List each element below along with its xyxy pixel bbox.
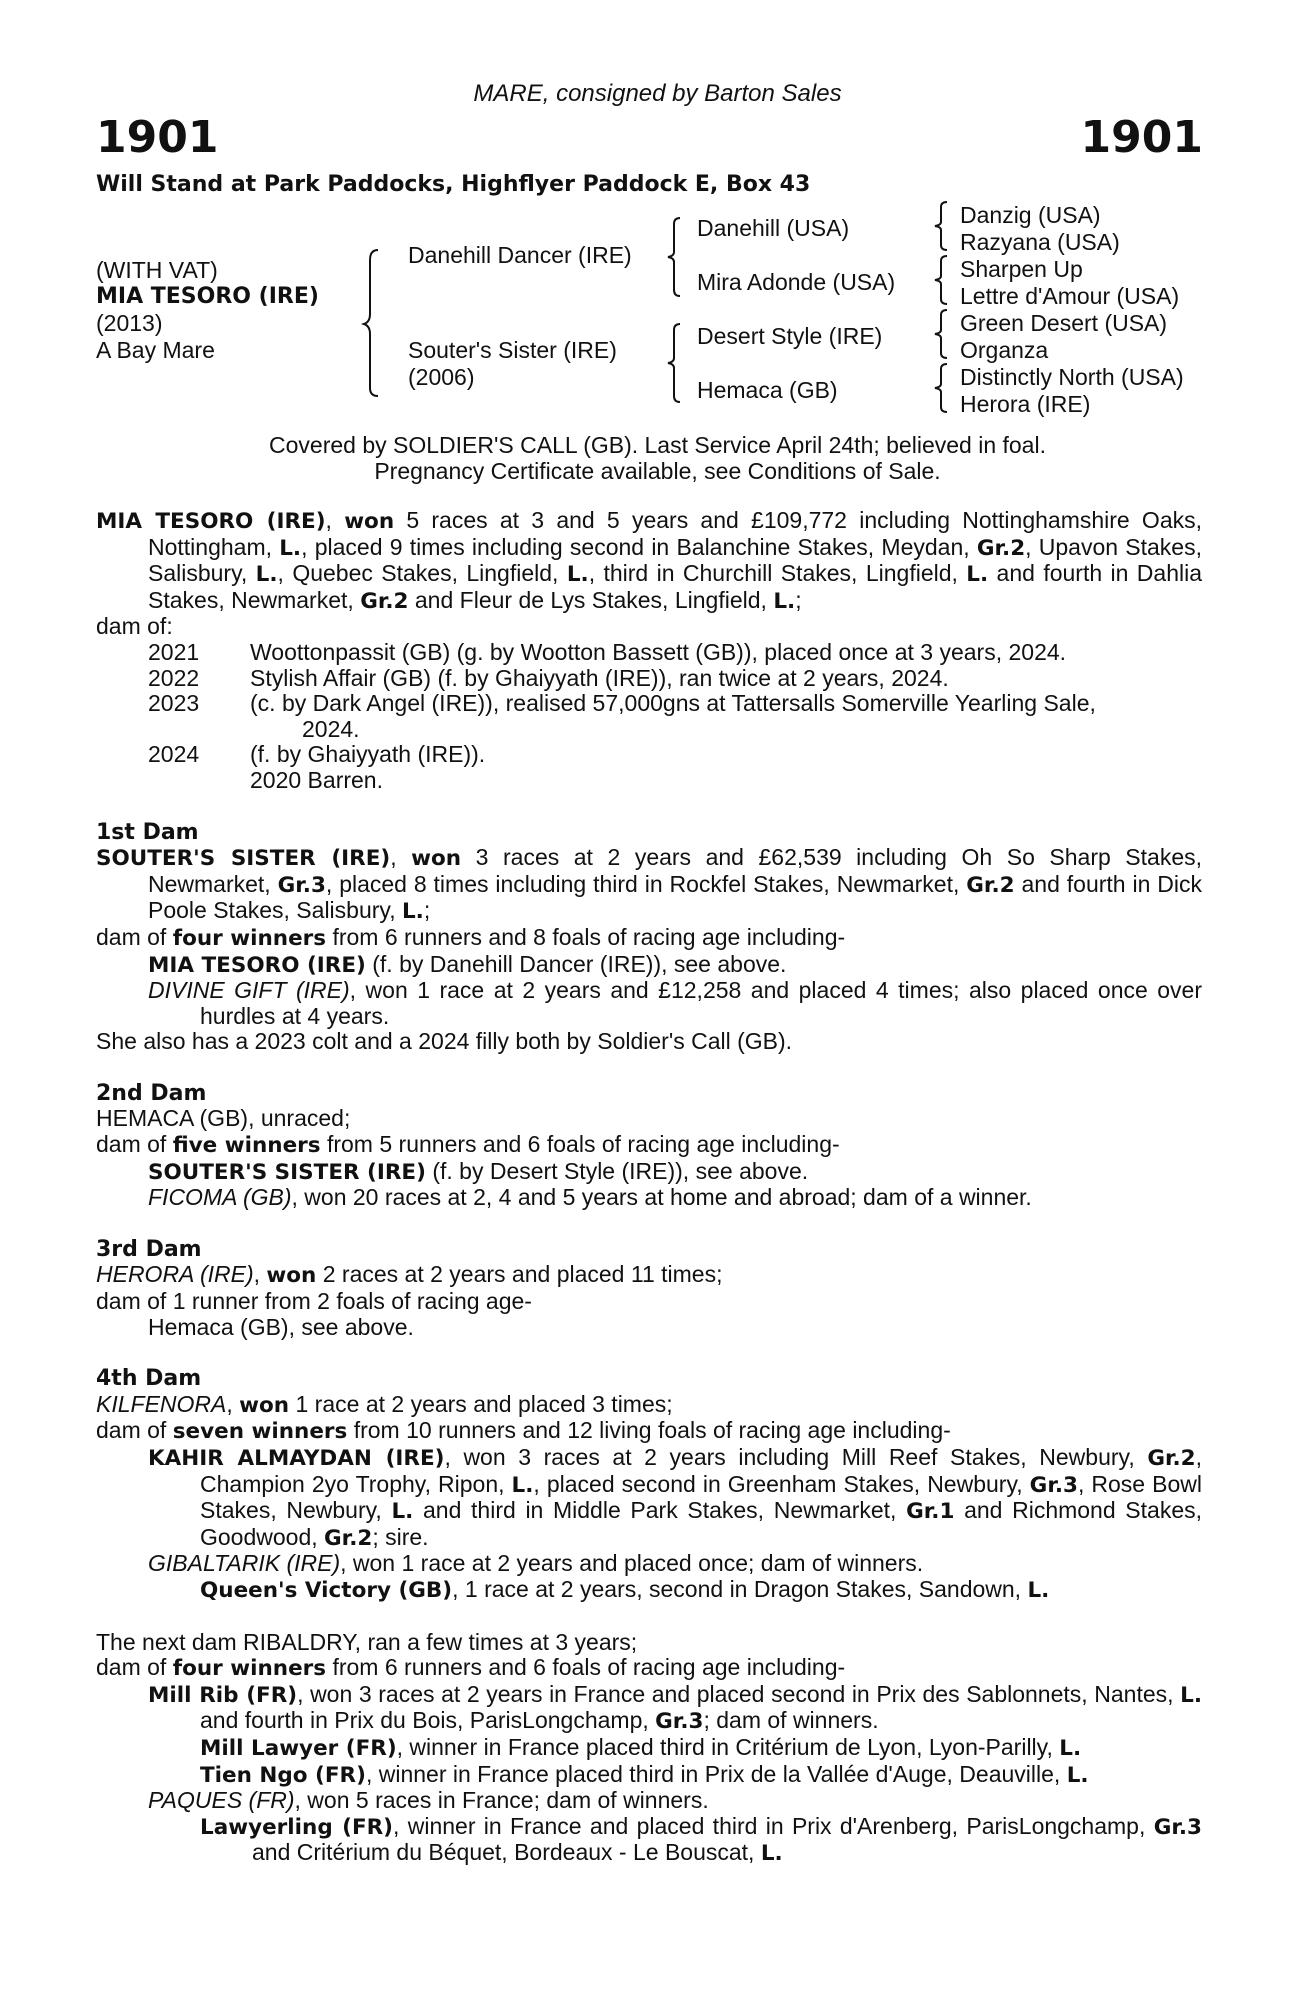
lot-number-left: 1901 <box>96 112 219 163</box>
produce-text: Stylish Affair (GB) (f. by Ghaiyyath (IRE)), ran twice at 2 years, 2024. <box>250 664 949 691</box>
ancestor-4: Lettre d'Amour (USA) <box>960 283 1180 309</box>
ancestor-2: Razyana (USA) <box>960 229 1120 255</box>
sire-sire: Danehill (USA) <box>697 215 850 241</box>
first-dam-heading: 1st Dam <box>96 819 199 845</box>
fourth-dam-record: KILFENORA, won 1 race at 2 years and placed 3 times; <box>96 1390 673 1418</box>
horse-name: MIA TESORO (IRE) <box>96 284 319 309</box>
stand-location: Will Stand at Park Paddocks, Highflyer Paddock E, Box 43 <box>96 172 811 197</box>
third-dam-produce-summary: dam of 1 runner from 2 foals of racing age- <box>96 1288 532 1315</box>
bracket-g3-4 <box>935 362 951 414</box>
pregnancy-line: Pregnancy Certificate available, see Conditions of Sale. <box>374 458 941 484</box>
produce-year: 2023 <box>148 690 200 717</box>
dam: Souter's Sister (IRE) <box>408 337 617 363</box>
dam-sire: Desert Style (IRE) <box>697 323 883 349</box>
ancestor-1: Danzig (USA) <box>960 202 1101 228</box>
produce-year: 2021 <box>148 638 200 665</box>
produce-year: 2024 <box>148 741 200 768</box>
ancestor-5: Green Desert (USA) <box>960 310 1168 336</box>
sire: Danehill Dancer (IRE) <box>408 242 632 268</box>
next-dam-produce-2: Mill Lawyer (FR), winner in France placed third in Critérium de Lyon, Lyon-Parilly, L. <box>200 1733 1082 1761</box>
bracket-sire <box>668 216 684 298</box>
second-dam-heading: 2nd Dam <box>96 1080 207 1106</box>
ancestor-8: Herora (IRE) <box>960 391 1091 417</box>
second-dam-produce-1: SOUTER'S SISTER (IRE) (f. by Desert Style (IRE)), see above. <box>148 1157 809 1185</box>
ancestor-3: Sharpen Up <box>960 256 1083 282</box>
catalogue-body <box>96 508 1202 1867</box>
dam-of-label: dam of: <box>96 613 173 640</box>
bracket-main <box>364 248 384 398</box>
horse-description: A Bay Mare <box>96 337 215 363</box>
fourth-dam-produce-summary: dam of seven winners from 10 runners and 12 living foals of racing age including- <box>96 1417 951 1445</box>
dam-year: (2006) <box>408 364 475 390</box>
next-dam-record: The next dam RIBALDRY, ran a few times at 3 years; <box>96 1628 638 1655</box>
next-dam-produce-4: PAQUES (FR), won 5 races in France; dam of winners. <box>148 1787 709 1814</box>
first-dam-record: SOUTER'S SISTER (IRE), won 3 races at 2 years and £62,539 including Oh So Sharp Stakes, Newmarket, Gr.3, placed 8 times including third in Rockfel Stakes, Newmarket, Gr.2 and fourth in Dick Poole Stakes, Salisbury, L.; <box>96 844 1203 925</box>
horse-year: (2013) <box>96 310 163 336</box>
produce-year: 2022 <box>148 664 200 691</box>
first-dam-produce-summary: dam of four winners from 6 runners and 8 foals of racing age including- <box>96 923 846 951</box>
bracket-g3-1 <box>935 200 951 252</box>
produce-text: (c. by Dark Angel (IRE)), realised 57,000gns at Tattersalls Somerville Yearling Sale, 2024. <box>250 690 1096 742</box>
ancestor-7: Distinctly North (USA) <box>960 364 1184 390</box>
next-dam-produce-summary: dam of four winners from 6 runners and 6 foals of racing age including- <box>96 1654 846 1682</box>
fourth-dam-produce-2: GIBALTARIK (IRE), won 1 race at 2 years and placed once; dam of winners. <box>148 1550 924 1577</box>
fourth-dam-produce-3: Queen's Victory (GB), 1 race at 2 years, second in Dragon Stakes, Sandown, L. <box>200 1575 1050 1603</box>
second-dam-produce-2: FICOMA (GB), won 20 races at 2, 4 and 5 years at home and abroad; dam of a winner. <box>148 1184 1032 1211</box>
lot-number-right: 1901 <box>1080 112 1203 163</box>
ancestor-6: Organza <box>960 337 1049 363</box>
next-dam-produce-5: Lawyerling (FR), winner in France and placed third in Prix d'Arenberg, ParisLongchamp, Gr.3 and Critérium du Béquet, Bordeaux - Le Bouscat, L. <box>200 1812 1202 1867</box>
second-dam-produce-summary: dam of five winners from 5 runners and 6 foals of racing age including- <box>96 1131 840 1159</box>
covering-line: Covered by SOLDIER'S CALL (GB). Last Service April 24th; believed in foal. <box>269 432 1046 458</box>
first-dam-produce-2: DIVINE GIFT (IRE), won 1 race at 2 years and £12,258 and placed 4 times; also placed once over hurdles at 4 years. <box>148 977 1202 1029</box>
bracket-g3-3 <box>935 308 951 360</box>
first-dam-also: She also has a 2023 colt and a 2024 filly both by Soldier's Call (GB). <box>96 1028 793 1055</box>
sire-dam: Mira Adonde (USA) <box>697 269 896 295</box>
third-dam-record: HERORA (IRE), won 2 races at 2 years and placed 11 times; <box>96 1261 723 1289</box>
next-dam-produce-3: Tien Ngo (FR), winner in France placed third in Prix de la Vallée d'Auge, Deauville, L. <box>200 1760 1089 1788</box>
bracket-g3-2 <box>935 254 951 306</box>
dam-dam: Hemaca (GB) <box>697 377 838 403</box>
produce-record <box>96 640 1202 794</box>
second-dam-record: HEMACA (GB), unraced; <box>96 1105 351 1132</box>
mare-record: MIA TESORO (IRE), won 5 races at 3 and 5 years and £109,772 including Nottinghamshire Oaks, Nottingham, L., placed 9 times including second in Balanchine Stakes, Meydan, Gr.2, Upavon Stakes, Salisbury, L., Quebec Stakes, Lingfield, L., third in Churchill Stakes, Lingfield, L. and fourth in Dahlia Stakes, Newmarket, Gr.2 and Fleur de Lys Stakes, Lingfield, L.; <box>96 507 1203 614</box>
vat-note: (WITH VAT) <box>96 257 218 283</box>
first-dam-produce-1: MIA TESORO (IRE) (f. by Danehill Dancer (IRE)), see above. <box>148 950 787 978</box>
fourth-dam-produce-1: KAHIR ALMAYDAN (IRE), won 3 races at 2 years including Mill Reef Stakes, Newbury, Gr.2, Champion 2yo Trophy, Ripon, L., placed second in Greenham Stakes, Newbury, Gr.3, Rose Bowl Stakes, Newbury, L. and third in Middle Park Stakes, Newmarket, Gr.1 and Richmond Stakes, Goodwood, Gr.2; sire. <box>148 1444 1203 1551</box>
third-dam-produce-1: Hemaca (GB), see above. <box>148 1313 414 1340</box>
bracket-dam <box>668 322 684 404</box>
produce-text: (f. by Ghaiyyath (IRE)). 2020 Barren. <box>250 742 1202 793</box>
barren-note: 2020 Barren. <box>250 766 383 793</box>
covering-info <box>0 432 1315 484</box>
fourth-dam-heading: 4th Dam <box>96 1366 202 1392</box>
third-dam-heading: 3rd Dam <box>96 1236 202 1262</box>
next-dam-produce-1: Mill Rib (FR), won 3 races at 2 years in France and placed second in Prix des Sablonnets, Nantes, L. and fourth in Prix du Bois, ParisLongchamp, Gr.3; dam of winners. <box>148 1680 1202 1735</box>
consignment-line: MARE, consigned by Barton Sales <box>473 80 842 107</box>
produce-text: Woottonpassit (GB) (g. by Wootton Bassett (GB)), placed once at 3 years, 2024. <box>250 638 1067 665</box>
